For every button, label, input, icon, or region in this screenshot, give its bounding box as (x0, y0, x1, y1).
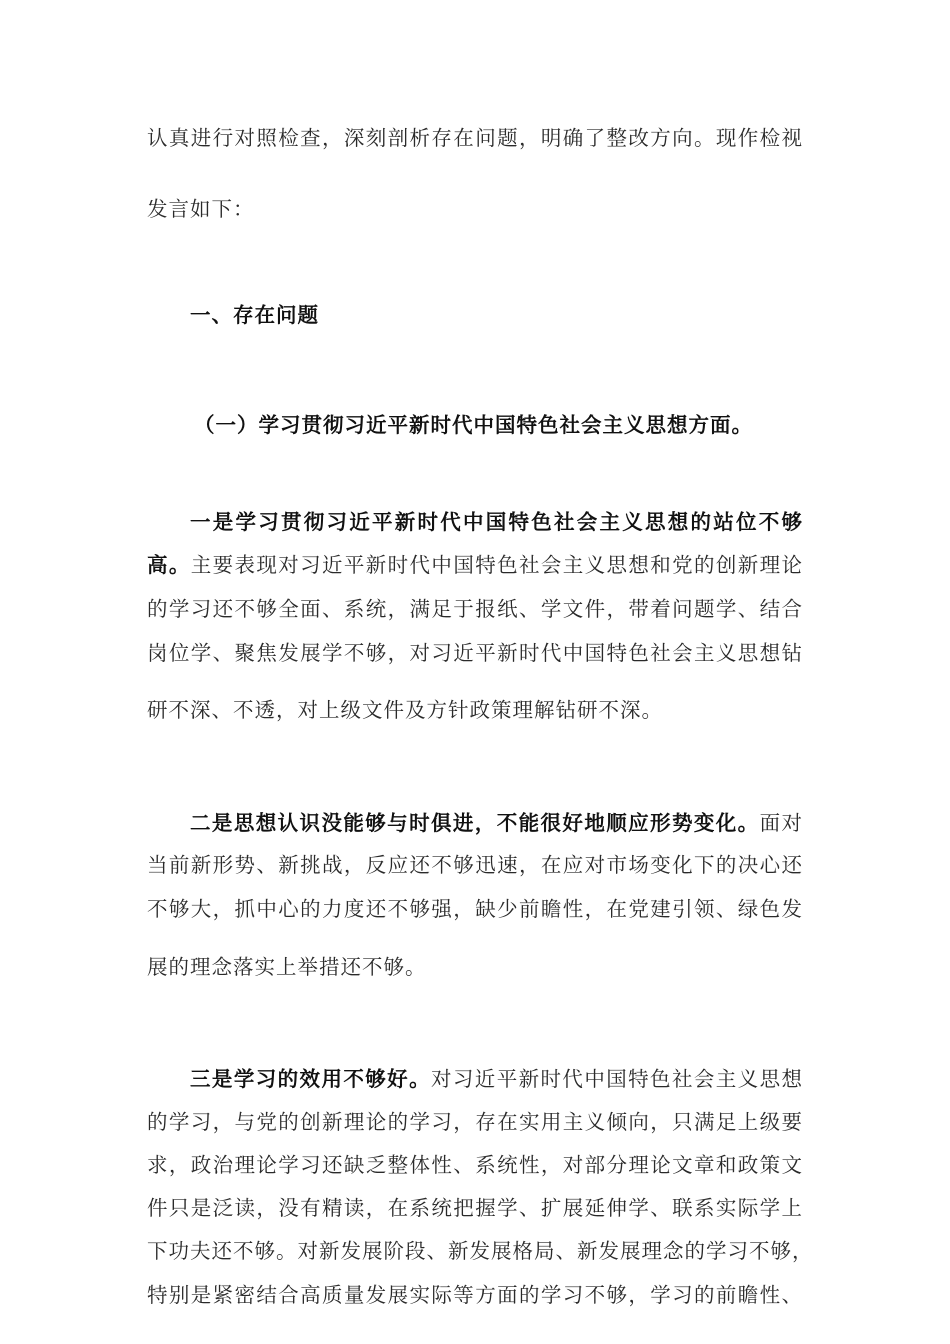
intro-line-1: 认真进行对照检查，深刻剖析存在问题，明确了整改方向。现作检视 (147, 126, 803, 150)
point3-line-6: 特别是紧密结合高质量发展实际等方面的学习不够，学习的前瞻性、 (147, 1283, 803, 1307)
point2-lead: 二是思想认识没能够与时俱进，不能很好地顺应形势变化。 (190, 811, 760, 835)
point1-lead-end: 高。 (147, 553, 191, 577)
point3-line-3: 求，政治理论学习还缺乏整体性、系统性，对部分理论文章和政策文 (147, 1153, 803, 1177)
subsection-heading-1: （一）学习贯彻习近平新时代中国特色社会主义思想方面。 (194, 413, 753, 437)
point1-line-3: 的学习还不够全面、系统，满足于报纸、学文件，带着问题学、结合 (147, 597, 803, 621)
point2-line-3: 不够大，抓中心的力度还不够强，缺少前瞻性，在党建引领、绿色发 (147, 897, 803, 921)
point2-line-1-rest: 面对 (759, 811, 804, 835)
point2-line-1 (190, 811, 803, 835)
point3-line-4: 件只是泛读，没有精读，在系统把握学、扩展延伸学、联系实际学上 (147, 1196, 803, 1220)
intro-line-2: 发言如下： (147, 197, 255, 221)
point1-line-5: 研不深、不透，对上级文件及方针政策理解钻研不深。 (147, 698, 663, 722)
point3-line-2: 的学习，与党的创新理论的学习，存在实用主义倾向，只满足上级要 (147, 1110, 803, 1134)
point1-line-2 (147, 553, 803, 577)
point3-line-1 (190, 1067, 803, 1091)
point3-line-1-rest: 对习近平新时代中国特色社会主义思想 (430, 1067, 804, 1091)
point3-lead: 三是学习的效用不够好。 (190, 1067, 431, 1091)
point2-line-4: 展的理念落实上举措还不够。 (147, 955, 427, 979)
point1-lead-line-1: 一是学习贯彻习近平新时代中国特色社会主义思想的站位不够 (190, 510, 803, 534)
point3-line-5: 下功夫还不够。对新发展阶段、新发展格局、新发展理念的学习不够， (147, 1239, 814, 1263)
point2-line-2: 当前新形势、新挑战，反应还不够迅速，在应对市场变化下的决心还 (147, 853, 803, 877)
point1-line-2-rest: 主要表现对习近平新时代中国特色社会主义思想和党的创新理论 (190, 553, 804, 577)
point1-line-4: 岗位学、聚焦发展学不够，对习近平新时代中国特色社会主义思想钻 (147, 641, 803, 665)
section-heading-1: 一、存在问题 (190, 303, 319, 327)
